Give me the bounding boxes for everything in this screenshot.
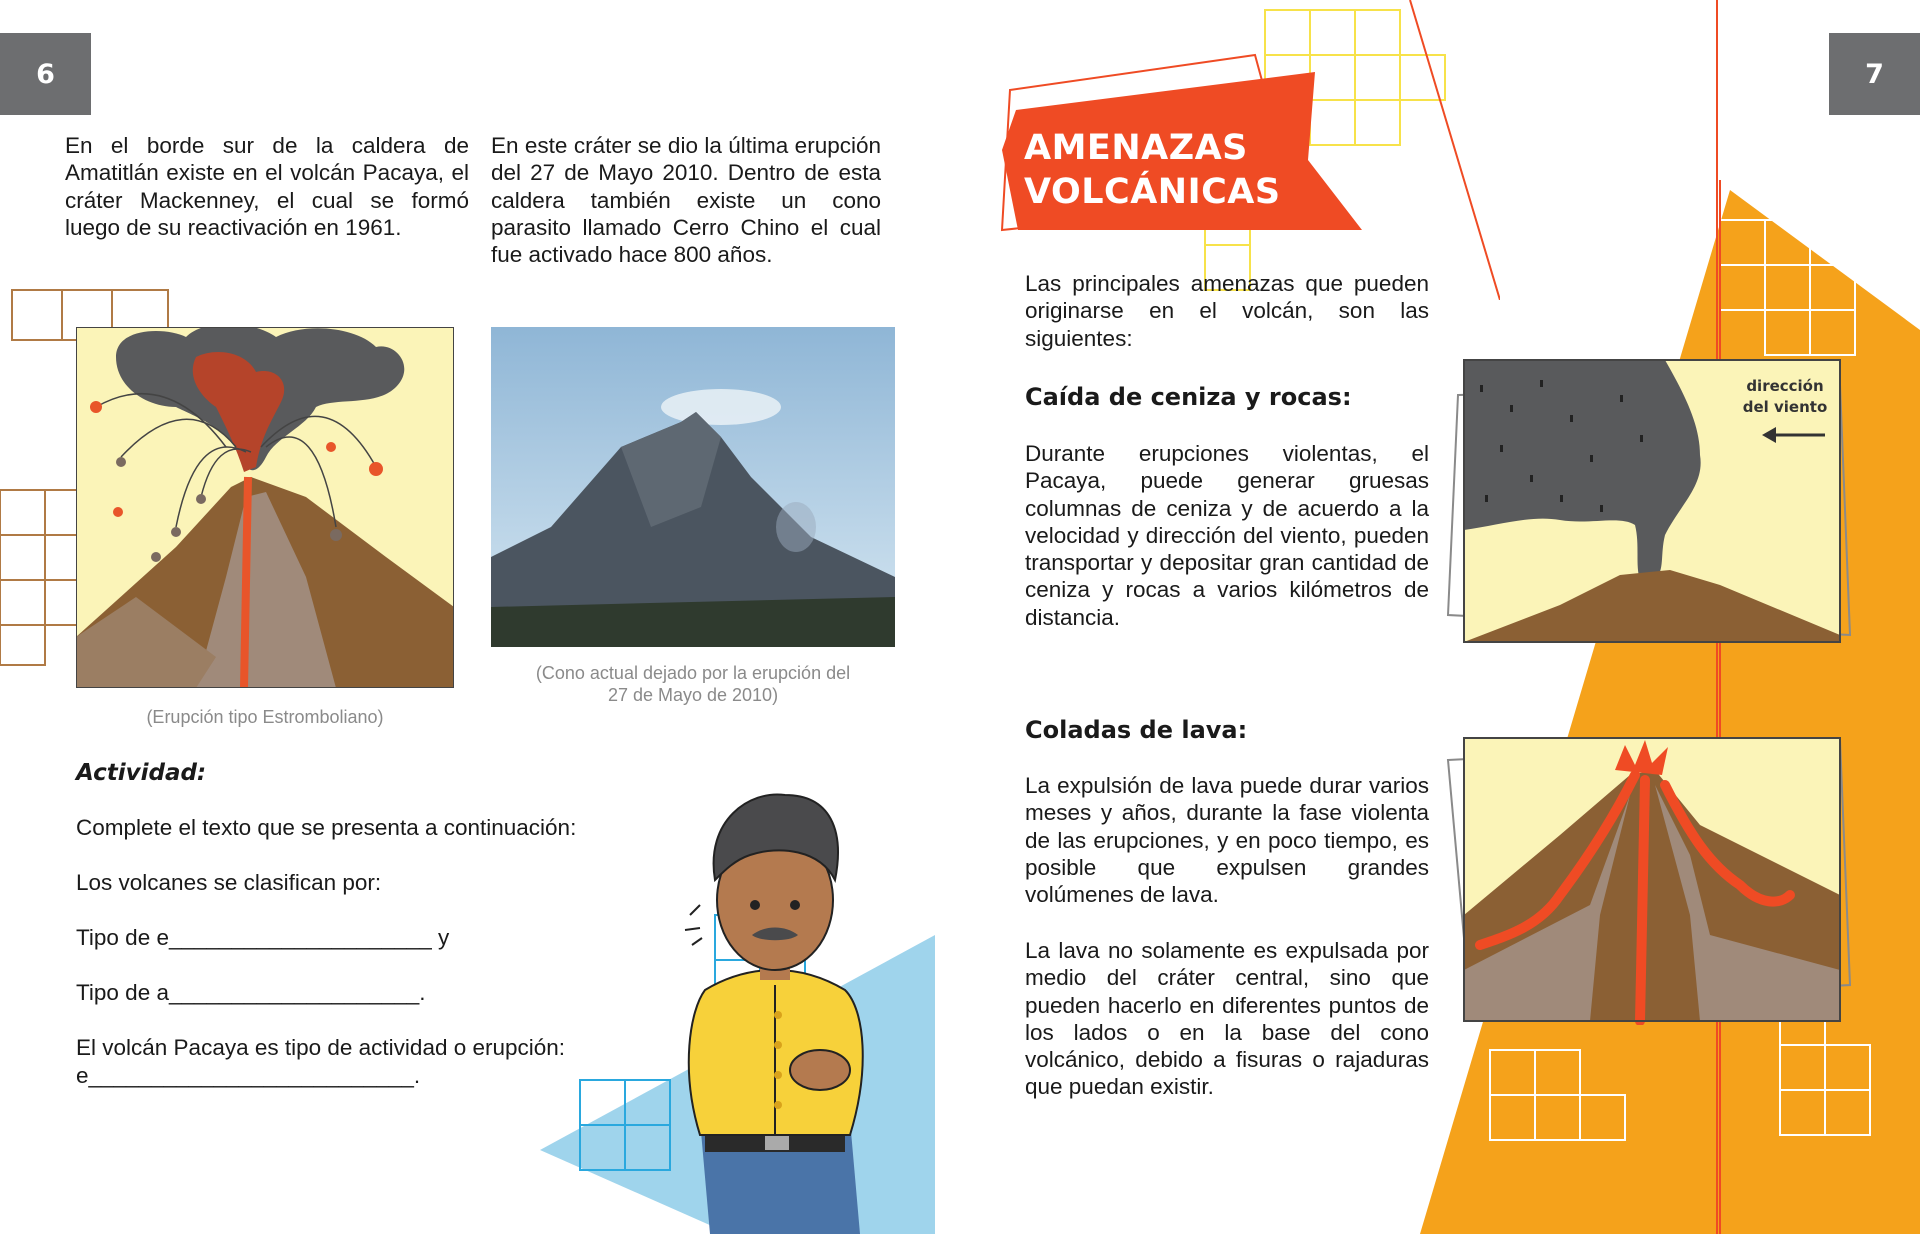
activity-line-5: e__________________________. bbox=[76, 1063, 421, 1088]
strombolian-eruption-illustration bbox=[76, 327, 454, 688]
intro-paragraph-column-1: En el borde sur de la caldera de Amatitlán existe en el volcán Pacaya, el cráter Mackenney, el cual se formó luego de su reactivación en 1961. bbox=[65, 133, 469, 240]
wind-direction-label-line-2: del viento bbox=[1742, 398, 1828, 416]
section-lava-title: Coladas de lava: bbox=[1025, 716, 1248, 744]
orange-background-shape bbox=[1420, 180, 1920, 1234]
banner-title-line-2: VOLCÁNICAS bbox=[1024, 172, 1281, 212]
page-number-left: 6 bbox=[0, 33, 91, 115]
activity-line-3: Tipo de a____________________. bbox=[76, 980, 426, 1005]
intro-threats-paragraph: Las principales amenazas que pueden originarse en el volcán, son las siguientes: bbox=[1025, 271, 1429, 351]
activity-line-4: El volcán Pacaya es tipo de actividad o erupción: bbox=[76, 1035, 566, 1060]
section-ash-text: Durante erupciones violentas, el Pacaya, puede generar gruesas columnas de ceniza y de acuerdo a la velocidad y dirección del viento, pueden transportar y depositar gran cantidad de ceniza y rocas a varios kilómetros de distancia. bbox=[1025, 441, 1429, 630]
activity-line-2: Tipo de e_____________________ y bbox=[76, 925, 450, 950]
section-ash-title: Caída de ceniza y rocas: bbox=[1025, 383, 1352, 411]
page-number-right: 7 bbox=[1829, 33, 1920, 115]
banner-title-line-1: AMENAZAS bbox=[1024, 128, 1248, 168]
lava-flow-illustration bbox=[1440, 735, 1860, 1025]
pacaya-volcano-photo bbox=[491, 327, 895, 647]
activity-title: Actividad: bbox=[76, 760, 207, 786]
wind-direction-label-line-1: dirección bbox=[1746, 377, 1824, 395]
activity-line-1: Los volcanes se clasifican por: bbox=[76, 870, 382, 895]
caption-strombolian: (Erupción tipo Estromboliano) bbox=[146, 707, 384, 727]
caption-photo-line-1: (Cono actual dejado por la erupción del bbox=[535, 663, 851, 683]
section-lava-text-1: La expulsión de lava puede durar varios meses y años, durante la fase violenta de las erupciones, y en poco tiempo, es posible que expulsen grandes volúmenes de lava. bbox=[1025, 773, 1429, 908]
section-lava-text-2: La lava no solamente es expulsada por medio del cráter central, sino que pueden hacerlo en diferentes puntos de los lados o en la base del cono volcánico, debido a fisuras o rajaduras que puedan existir. bbox=[1025, 938, 1429, 1100]
intro-paragraph-column-2: En este cráter se dio la última erupción del 27 de Mayo 2010. Dentro de esta caldera también existe un cono parasito llamado Cerro Chino el cual fue activado hace 800 años. bbox=[491, 133, 881, 268]
caption-photo-line-2: 27 de Mayo de 2010) bbox=[607, 685, 779, 705]
activity-instruction: Complete el texto que se presenta a continuación: bbox=[76, 815, 577, 840]
character-illustration bbox=[520, 770, 940, 1234]
